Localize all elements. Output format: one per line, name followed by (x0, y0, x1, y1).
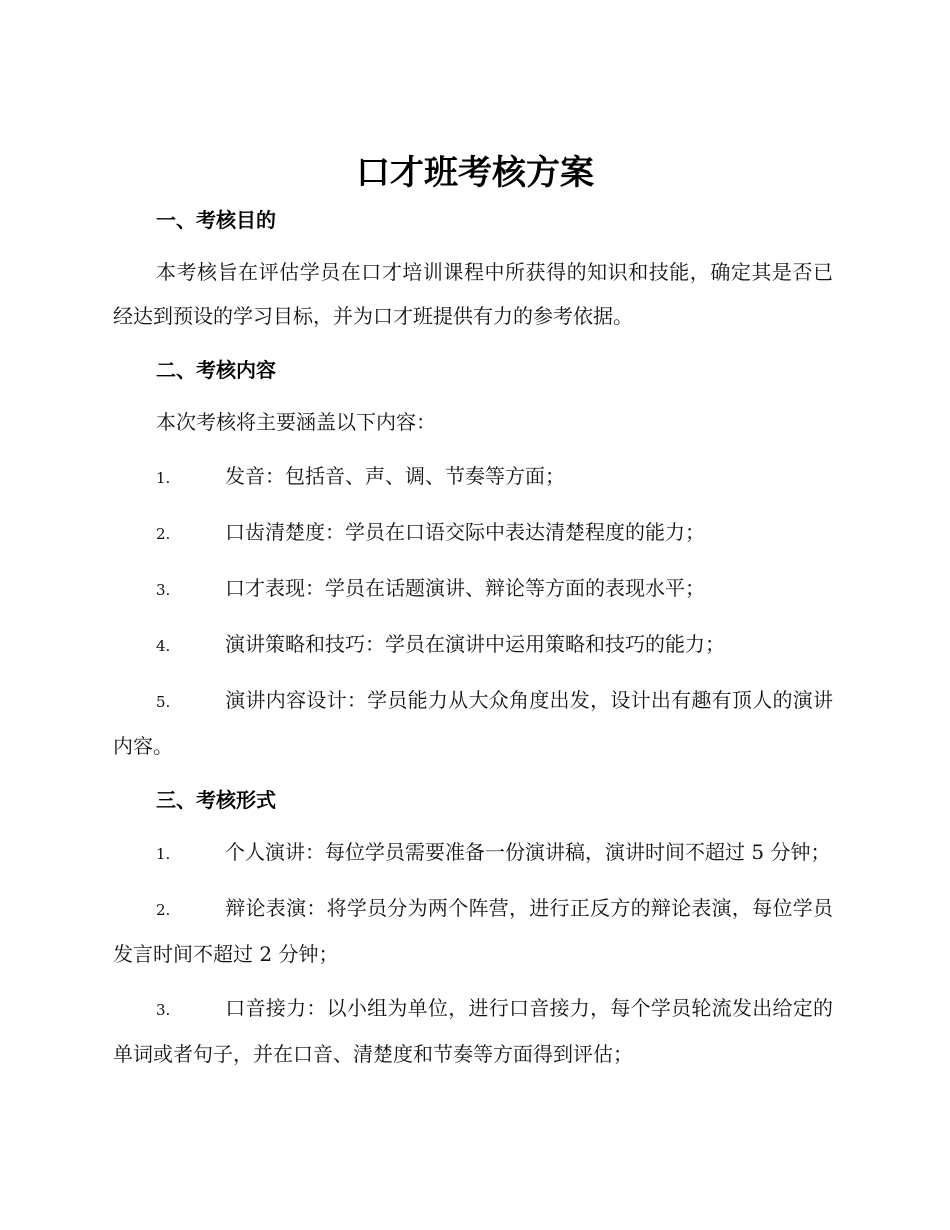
list-item-number: 1. (156, 469, 171, 487)
list-item-text: 口才表现：学员在话题演讲、辩论等方面的表现水平； (225, 576, 705, 600)
document-body (113, 200, 833, 1076)
list-item-number: 1. (156, 845, 171, 863)
list-item (113, 566, 833, 612)
list-item (113, 886, 833, 976)
section-heading-format: 三、考核形式 (156, 788, 276, 812)
list-item (113, 622, 833, 668)
list-item-number: 3. (156, 581, 171, 599)
section-paragraph-content: 本次考核将主要涵盖以下内容： (156, 410, 436, 434)
list-item-text: 演讲内容设计：学员能力从大众角度出发，设计出有趣有顶人的演讲内容。 (113, 688, 833, 758)
list-item-text: 发音：包括音、声、调、节奏等方面； (225, 464, 565, 488)
section-paragraph-purpose: 本考核旨在评估学员在口才培训课程中所获得的知识和技能，确定其是否已经达到预设的学习目标，并为口才班提供有力的参考依据。 (113, 260, 833, 328)
list-item-number: 3. (156, 1001, 171, 1019)
list-item-text: 口齿清楚度：学员在口语交际中表达清楚程度的能力； (225, 520, 705, 544)
list-item-number: 4. (156, 637, 171, 655)
section-heading-content: 二、考核内容 (156, 358, 276, 382)
list-item-number: 2. (156, 901, 171, 919)
section-heading-purpose: 一、考核目的 (156, 208, 276, 232)
list-item-text: 辩论表演：将学员分为两个阵营，进行正反方的辩论表演，每位学员发言时间不超过 2 分钟； (113, 896, 833, 966)
document-title: 口才班考核方案 (356, 153, 594, 193)
list-item (113, 510, 833, 556)
list-item-text: 个人演讲：每位学员需要准备一份演讲稿，演讲时间不超过 5 分钟； (225, 840, 831, 864)
list-item (113, 830, 833, 876)
list-item (113, 454, 833, 500)
list-item (113, 678, 833, 768)
list-item (113, 986, 833, 1076)
list-item-number: 5. (156, 693, 171, 711)
list-item-text: 口音接力：以小组为单位，进行口音接力，每个学员轮流发出给定的单词或者句子，并在口音、清楚度和节奏等方面得到评估； (113, 996, 833, 1066)
list-item-number: 2. (156, 525, 171, 543)
list-item-text: 演讲策略和技巧：学员在演讲中运用策略和技巧的能力； (225, 632, 725, 656)
